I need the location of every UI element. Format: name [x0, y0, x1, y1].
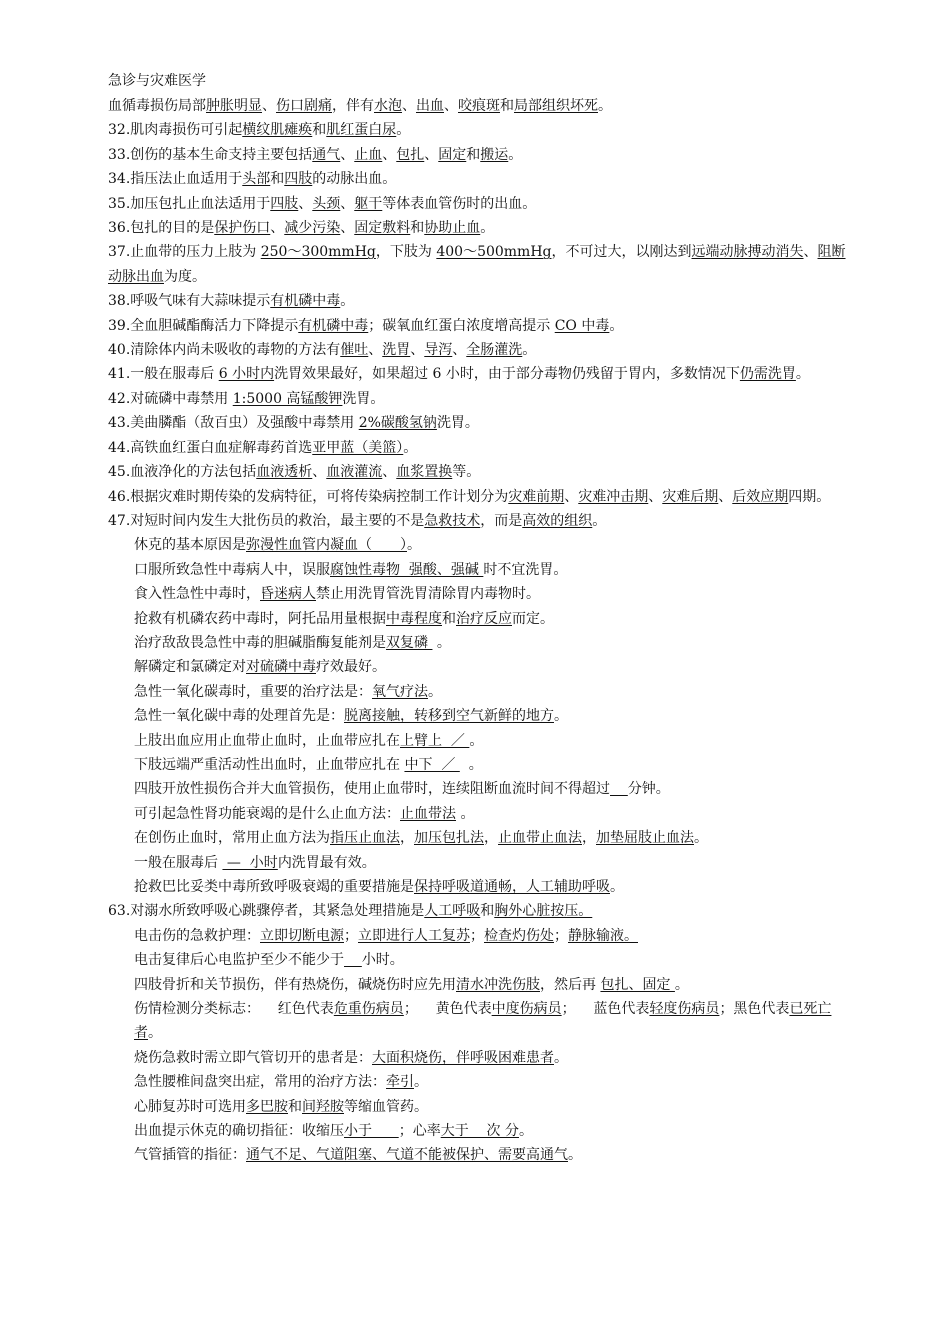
answer-text: 氧气疗法	[372, 683, 428, 700]
text-line	[108, 460, 850, 484]
answer-text: 伤口剧痛	[276, 98, 332, 114]
line-text: 。	[592, 512, 607, 529]
answer-text	[344, 952, 362, 968]
answer-text: 水泡	[374, 98, 402, 114]
answer-text: 上臂上 ／	[400, 732, 470, 749]
line-text: ，然后再	[540, 976, 601, 993]
line-text: 为度。	[164, 268, 206, 285]
line-text: 、	[402, 98, 416, 114]
text-line	[108, 533, 850, 557]
answer-text: 指压止血法	[330, 830, 400, 847]
text-line	[108, 192, 850, 216]
answer-text: 局部组织坏死	[514, 98, 598, 114]
line-text: 抢救有机磷农药中毒时，阿托品用量根据	[134, 610, 386, 627]
text-line	[108, 1095, 850, 1119]
line-text: ，	[582, 830, 596, 847]
line-text: 63.对溺水所致呼吸心跳骤停者，其紧急处理措施是	[108, 903, 425, 920]
text-line	[108, 899, 850, 923]
line-text: 40.清除体内尚未吸收的毒物的方法有	[108, 342, 341, 359]
answer-text: 人工呼吸	[424, 903, 481, 920]
answer-text: 有机磷中毒	[298, 317, 369, 334]
line-text: ，	[400, 830, 414, 847]
line-text: 的动脉出血。	[312, 171, 397, 188]
answer-text: 大面积烧伤，伴呼吸困难患者	[372, 1049, 554, 1066]
line-text: 和	[500, 98, 514, 114]
line-text: 。	[609, 317, 624, 334]
line-text: ；黑色代表	[719, 1001, 790, 1018]
line-text: 、	[382, 146, 397, 163]
line-text: 洗胃。	[342, 390, 385, 407]
answer-text: 通气不足、气道阻塞、气道不能被保护、需要高通气	[246, 1147, 568, 1164]
answer-text: CO 中毒	[554, 317, 610, 334]
line-text: 。	[456, 805, 475, 822]
text-line	[108, 802, 850, 826]
answer-text: 咬痕斑	[458, 98, 500, 114]
line-text: 43.美曲膦酯（敌百虫）及强酸中毒禁用	[108, 415, 359, 432]
line-text: 、	[340, 220, 355, 237]
line-text: 分钟。	[627, 781, 670, 798]
text-line	[108, 875, 850, 899]
text-line	[108, 582, 850, 606]
answer-text: 急救技术	[424, 512, 481, 529]
line-text: 。	[610, 879, 624, 895]
line-text: 。	[568, 1147, 582, 1164]
line-text: 。	[414, 1074, 428, 1091]
line-text: 36.包扎的目的是	[108, 220, 215, 237]
answer-text: 立即切断电源	[260, 927, 344, 944]
line-text: 、	[340, 146, 355, 163]
line-text: 、	[718, 488, 733, 505]
line-text: 。	[554, 1049, 568, 1066]
line-text: 烧伤急救时需立即气管切开的患者是：	[134, 1049, 372, 1066]
line-text: 食入性急性中毒时，	[134, 586, 260, 603]
line-text: 下肢远端严重活动性出血时，止血带应扎在	[134, 756, 405, 773]
line-text: ，不可过大，以刚达到	[551, 244, 692, 261]
text-line	[108, 680, 850, 704]
text-line	[108, 94, 850, 118]
answer-text: 有机磷中毒	[270, 293, 341, 310]
document-body	[108, 94, 850, 1168]
answer-text: 躯干	[354, 195, 383, 212]
line-text: ，而是	[480, 512, 523, 529]
line-text: 、	[368, 342, 383, 359]
line-text: 、	[803, 244, 818, 261]
line-text: 四期。	[788, 488, 831, 505]
line-text: 一般在服毒后	[134, 854, 223, 871]
text-line	[108, 1143, 850, 1167]
line-text: 。	[432, 634, 451, 651]
text-line	[108, 997, 850, 1046]
answer-text: 止血带止血法	[498, 830, 582, 847]
text-line	[108, 216, 850, 240]
line-text: 。	[480, 220, 495, 237]
text-line	[108, 118, 850, 142]
text-line	[108, 1119, 850, 1143]
text-line	[108, 777, 850, 801]
answer-text: 血液灌流	[326, 464, 383, 481]
line-text: 治疗敌敌畏急性中毒的胆碱脂酶复能剂是	[134, 634, 386, 651]
line-text: 。	[407, 537, 421, 554]
line-text: 、	[424, 146, 439, 163]
line-text: 37.止血带的压力上肢为	[108, 244, 261, 261]
line-text: 。	[508, 146, 523, 163]
line-text: 等缩血管药。	[344, 1098, 428, 1115]
line-text: 四肢骨折和关节损伤，伴有热烧伤，碱烧伤时应先用	[134, 976, 456, 993]
line-text: 等。	[452, 464, 481, 481]
line-text: 。	[674, 976, 689, 993]
line-text: ； 黄色代表	[403, 1001, 492, 1018]
answer-text: 导泻	[424, 342, 453, 359]
line-text: ；心率	[398, 1123, 441, 1140]
line-text: 解磷定和氯磷定对	[134, 659, 246, 676]
answer-text: 血浆置换	[396, 464, 453, 481]
text-line	[108, 240, 850, 289]
answer-text: 双复磷	[386, 634, 433, 651]
line-text: 。	[694, 830, 708, 847]
line-text: 和	[480, 903, 495, 920]
line-text: 、	[262, 98, 276, 114]
line-text: 电击复律后心电监护至少不能少于	[134, 952, 344, 969]
answer-text: 中度伤病员	[491, 1001, 562, 1018]
line-text: 32.肌肉毒损伤可引起	[108, 122, 243, 139]
answer-text: 牵引	[386, 1074, 414, 1091]
line-text: 、	[312, 464, 327, 481]
line-text: 急性腰椎间盘突出症，常用的治疗方法：	[134, 1074, 386, 1091]
line-text: 急性一氧化碳中毒的处理首先是：	[134, 708, 344, 725]
line-text: 。	[148, 1025, 162, 1042]
line-text: 34.指压法止血适用于	[108, 171, 243, 188]
line-text: 。	[459, 756, 483, 773]
line-text: 洗胃。	[436, 415, 479, 432]
line-text: ； 蓝色代表	[561, 1001, 650, 1018]
line-text: 、	[564, 488, 579, 505]
line-text: 。	[598, 98, 612, 114]
answer-text: 400～500mmHg	[436, 244, 552, 261]
text-line	[108, 704, 850, 728]
answer-text: 头颈	[312, 195, 341, 212]
answer-text: 对硫磷中毒	[246, 659, 316, 676]
line-text: 。	[522, 342, 537, 359]
line-text: ，下肢为	[375, 244, 437, 261]
line-text: 和	[442, 610, 456, 627]
answer-text: 间羟胺	[302, 1098, 344, 1115]
line-text: 在创伤止血时，常用止血方法为	[134, 830, 330, 847]
line-text: ，伴有	[332, 98, 374, 114]
line-text: 。	[340, 293, 355, 310]
answer-text: 立即进行人工复苏	[358, 927, 470, 944]
page-header: 急诊与灾难医学	[108, 73, 206, 89]
line-text: 、	[648, 488, 663, 505]
text-line	[108, 143, 850, 167]
line-text: 47.对短时间内发生大批伤员的救治，最主要的不是	[108, 512, 425, 529]
answer-text: 搬运	[480, 146, 509, 163]
answer-text: 包扎	[396, 146, 425, 163]
text-line	[108, 1046, 850, 1070]
text-line	[108, 753, 850, 777]
line-text: 38.呼吸气味有大蒜味提示	[108, 293, 271, 310]
answer-text: 加垫屈肢止血法	[596, 830, 694, 847]
answer-text: 中下 ／	[404, 756, 460, 773]
text-line	[108, 973, 850, 997]
line-text: 和	[466, 146, 481, 163]
text-line	[108, 655, 850, 679]
answer-text: 多巴胺	[246, 1098, 288, 1115]
answer-text: 250～300mmHg	[260, 244, 376, 261]
line-text: 。	[428, 683, 442, 700]
line-text: 洗胃效果最好，如果超过 6 小时，由于部分毒物仍残留于胃内，多数情况下	[274, 366, 740, 383]
answer-text: 协助止血	[424, 220, 481, 237]
line-text: 和	[288, 1098, 302, 1115]
answer-text: 保护伤口	[214, 220, 271, 237]
text-line	[108, 338, 850, 362]
answer-text: 灾难冲击期	[578, 488, 649, 505]
answer-text: 四肢	[270, 195, 299, 212]
line-text: 休克的基本原因是	[134, 537, 246, 554]
text-line	[108, 607, 850, 631]
line-text: 上肢出血应用止血带止血时，止血带应扎在	[134, 732, 400, 749]
answer-text: 中毒程度	[386, 610, 442, 627]
text-line	[108, 948, 850, 972]
answer-text: 大于 次 分	[440, 1123, 519, 1140]
text-line	[108, 1070, 850, 1094]
line-text: 抢救巴比妥类中毒所致呼吸衰竭的重要措施是	[134, 879, 414, 895]
answer-text: 减少污染	[284, 220, 341, 237]
answer-text: 高效的组织	[522, 512, 593, 529]
answer-text: 出血	[416, 98, 444, 114]
answer-text: 灾难后期	[662, 488, 719, 505]
answer-text: 灾难前期	[508, 488, 565, 505]
text-line	[108, 436, 850, 460]
line-text: ；	[344, 927, 358, 944]
text-line	[108, 729, 850, 753]
line-text: 。	[554, 708, 568, 725]
line-text: 和	[410, 220, 425, 237]
answer-text: 横纹肌瘫痪	[242, 122, 313, 139]
answer-text: 脱离接触，转移到空气新鲜的地方	[344, 708, 554, 725]
answer-text: 阻断动脉出血	[108, 244, 846, 285]
line-text: 电击伤的急救护理：	[134, 927, 260, 944]
line-text: 33.创伤的基本生命支持主要包括	[108, 146, 313, 163]
line-text: 41.一般在服毒后	[108, 366, 219, 383]
line-text: 伤情检测分类标志： 红色代表	[134, 1001, 334, 1018]
answer-text: 弥漫性血管内凝血（ ）	[246, 537, 407, 554]
line-text: 可引起急性肾功能衰竭的是什么止血方法：	[134, 805, 400, 822]
line-text: 血循毒损伤局部	[108, 98, 206, 114]
answer-text: 血液透析	[256, 464, 313, 481]
line-text: 。	[403, 439, 418, 456]
line-text: 气管插管的指征：	[134, 1147, 246, 1164]
line-text: ，	[484, 830, 498, 847]
line-text: 小时。	[361, 952, 404, 969]
answer-text: 洗胃	[382, 342, 411, 359]
answer-text: 全肠灌洗	[466, 342, 523, 359]
line-text: ；碳氧血红蛋白浓度增高提示	[368, 317, 555, 334]
line-text: 禁止用洗胃管洗胃清除胃内毒物时。	[316, 586, 540, 603]
line-text: ；	[554, 927, 568, 944]
answer-text	[610, 781, 628, 797]
answer-text: 治疗反应	[456, 610, 512, 627]
line-text: 46.根据灾难时期传染的发病特征，可将传染病控制工作计划分为	[108, 488, 509, 505]
answer-text: 固定敷料	[354, 220, 411, 237]
line-text: ；	[470, 927, 484, 944]
line-text: 四肢开放性损伤合并大血管损伤，使用止血带时，连续阻断血流时间不得超过	[134, 781, 610, 798]
line-text: 心肺复苏时可选用	[134, 1098, 246, 1115]
answer-text: 固定	[438, 146, 467, 163]
answer-text: 催吐	[340, 342, 369, 359]
line-text: 、	[298, 195, 313, 212]
answer-text: 胸外心脏按压。	[494, 903, 593, 920]
answer-text: 2%碳酸氢钠	[358, 415, 437, 432]
line-text: 时不宜洗胃。	[483, 561, 568, 578]
answer-text: 四肢	[284, 171, 313, 188]
line-text: 急性一氧化碳毒时，重要的治疗法是：	[134, 683, 372, 700]
text-line	[108, 289, 850, 313]
text-line	[108, 314, 850, 338]
answer-text: 远端动脉搏动消失	[691, 244, 804, 261]
answer-text: 腐蚀性毒物 强酸、强碱	[330, 561, 484, 578]
line-text: 疗效最好。	[316, 659, 386, 676]
text-line	[108, 924, 850, 948]
text-line	[108, 167, 850, 191]
text-line	[108, 387, 850, 411]
line-text: 。	[795, 366, 810, 383]
text-line	[108, 631, 850, 655]
text-line	[108, 826, 850, 850]
text-line	[108, 411, 850, 435]
answer-text: 通气	[312, 146, 341, 163]
line-text: 、	[444, 98, 458, 114]
answer-text: 清水冲洗伤肢	[456, 976, 540, 993]
line-text: 等体表血管伤时的出血。	[382, 195, 537, 212]
answer-text: 包扎、固定	[600, 976, 675, 993]
answer-text: 已死亡者	[134, 1001, 832, 1042]
answer-text: 止血带法	[400, 805, 456, 822]
line-text: 45.血液净化的方法包括	[108, 464, 257, 481]
answer-text: 静脉输液。	[568, 927, 638, 944]
answer-text: 危重伤病员	[333, 1001, 404, 1018]
answer-text: 肌红蛋白尿	[326, 122, 397, 139]
text-line	[108, 558, 850, 582]
line-text: 、	[410, 342, 425, 359]
line-text: 、	[270, 220, 285, 237]
text-line	[108, 485, 850, 509]
answer-text: 轻度伤病员	[649, 1001, 720, 1018]
line-text: 和	[270, 171, 285, 188]
answer-text: 昏迷病人	[260, 586, 316, 603]
answer-text: 头部	[242, 171, 271, 188]
answer-text: 仍需洗胃	[739, 366, 796, 383]
line-text: 。	[518, 1123, 533, 1140]
text-line	[108, 509, 850, 533]
line-text: 。	[469, 732, 484, 749]
answer-text: 检查灼伤处	[484, 927, 554, 944]
answer-text: 1:5000 高锰酸钾	[232, 390, 343, 407]
answer-text: 亚甲蓝（美篮）	[312, 439, 404, 456]
line-text: 。	[396, 122, 411, 139]
line-text: 出血提示休克的确切指征：收缩压	[134, 1123, 344, 1140]
line-text: 44.高铁血红蛋白血症解毒药首选	[108, 439, 313, 456]
line-text: 、	[382, 464, 397, 481]
line-text: 、	[340, 195, 355, 212]
answer-text: 保持呼吸道通畅，人工辅助呼吸	[414, 879, 610, 895]
line-text: 42.对硫磷中毒禁用	[108, 390, 233, 407]
text-line	[108, 362, 850, 386]
line-text: 35.加压包扎止血法适用于	[108, 195, 271, 212]
line-text: 、	[452, 342, 467, 359]
line-text: 39.全血胆碱酯酶活力下降提示	[108, 317, 299, 334]
line-text: 和	[312, 122, 327, 139]
line-text: 而定。	[512, 610, 554, 627]
answer-text: 后效应期	[732, 488, 789, 505]
line-text: 内洗胃最有效。	[277, 854, 376, 871]
answer-text: — 小时	[222, 854, 278, 871]
text-line	[108, 851, 850, 875]
answer-text: 肿胀明显	[206, 98, 262, 114]
answer-text: 止血	[354, 146, 383, 163]
answer-text: 6 小时内	[218, 366, 275, 383]
answer-text: 加压包扎法	[414, 830, 484, 847]
answer-text: 小于	[344, 1123, 399, 1140]
line-text: 口服所致急性中毒病人中，误服	[134, 561, 330, 578]
